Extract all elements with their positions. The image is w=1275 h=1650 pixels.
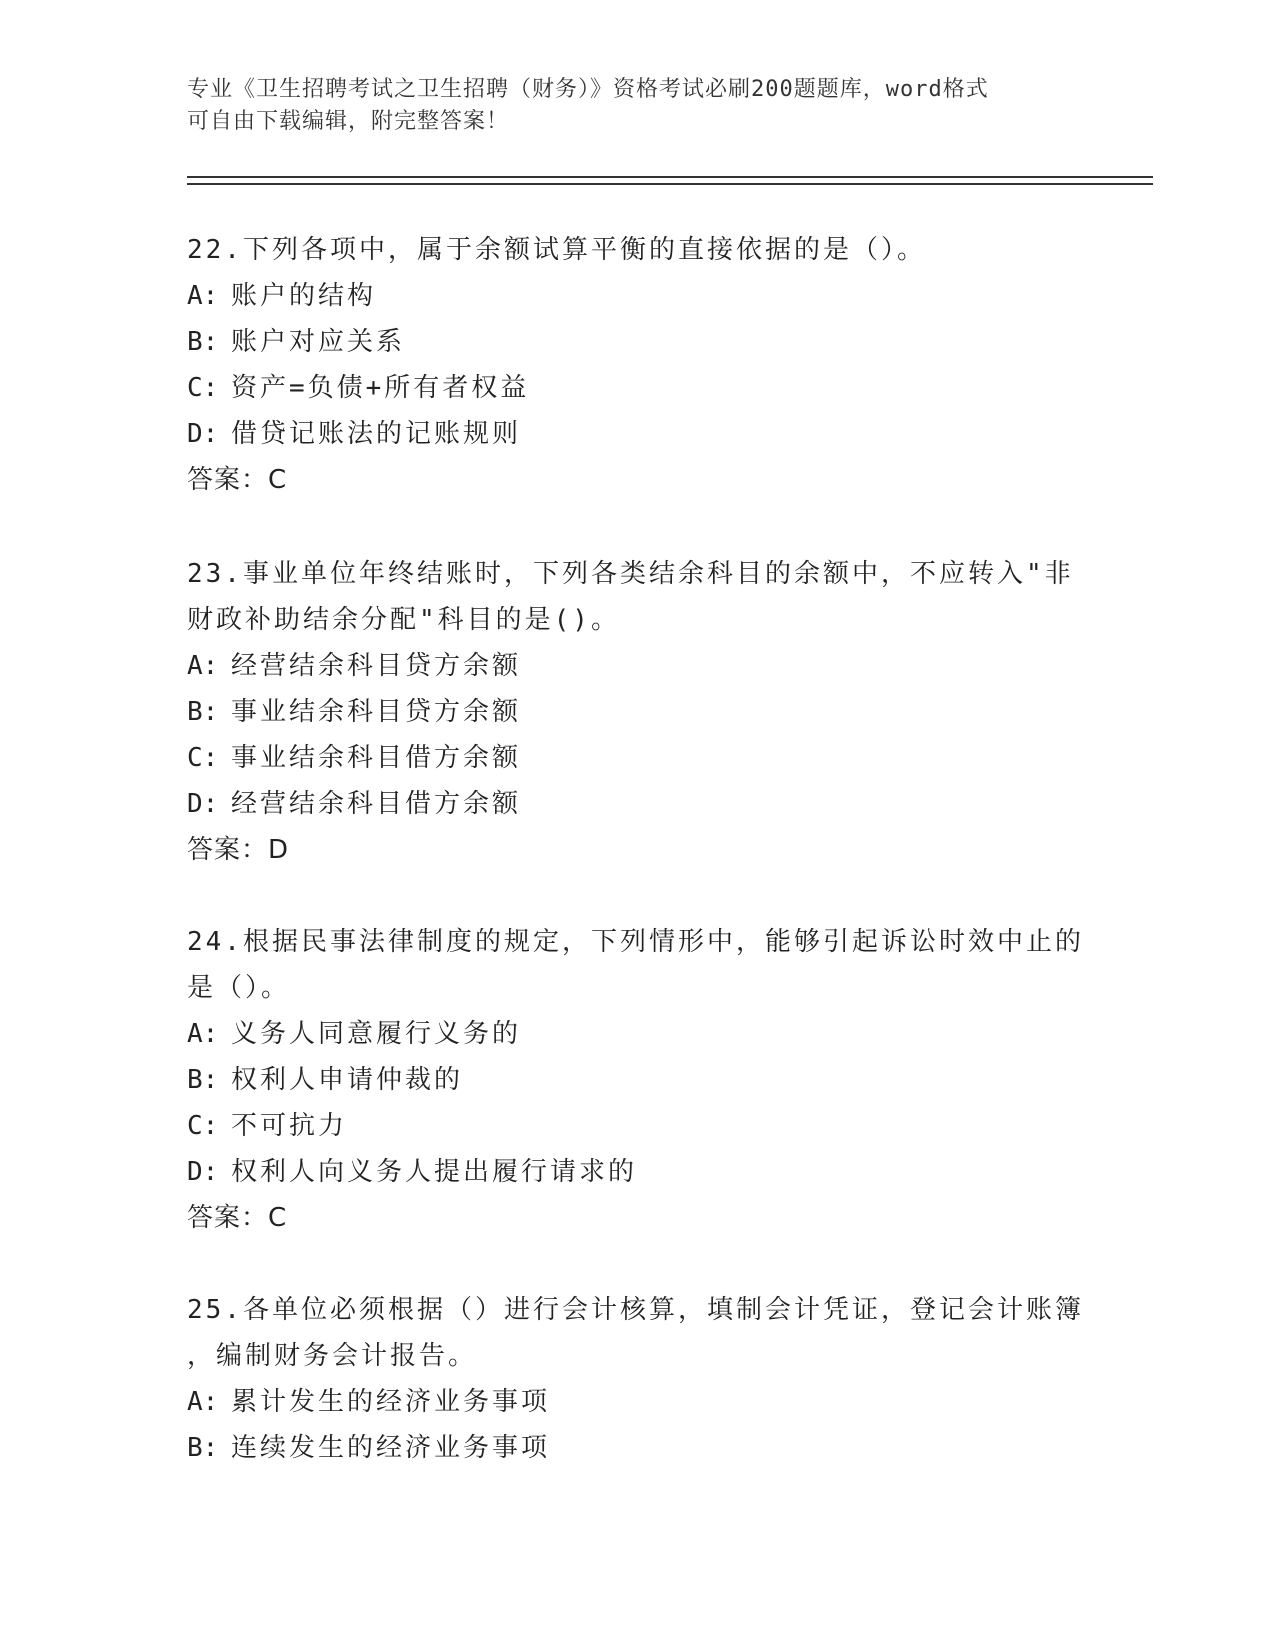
option-d: D: 借贷记账法的记账规则 — [187, 419, 522, 449]
document-header — [187, 74, 1067, 138]
option-a: A: 经营结余科目贷方余额 — [187, 651, 522, 681]
question-23 — [187, 551, 1087, 873]
option-b: B: 连续发生的经济业务事项 — [187, 1433, 551, 1463]
option-c: C: 资产=负债+所有者权益 — [187, 373, 530, 403]
header-line-1: 专业《卫生招聘考试之卫生招聘（财务）》资格考试必刷200题题库，word格式 — [187, 77, 989, 102]
question-25 — [187, 1287, 1087, 1471]
header-divider-top — [187, 176, 1153, 178]
option-a: A: 累计发生的经济业务事项 — [187, 1387, 551, 1417]
option-list — [187, 1011, 1087, 1195]
option-list — [187, 273, 1087, 457]
answer: 答案：C — [187, 1203, 288, 1233]
option-c: C: 事业结余科目借方余额 — [187, 743, 522, 773]
question-text: 25.各单位必须根据（）进行会计核算，填制会计凭证，登记会计账簿 — [187, 1295, 1084, 1325]
option-c: C: 不可抗力 — [187, 1111, 348, 1141]
question-22 — [187, 227, 1087, 503]
option-d: D: 权利人向义务人提出履行请求的 — [187, 1157, 638, 1187]
question-text: 22.下列各项中，属于余额试算平衡的直接依据的是（）。 — [187, 235, 926, 265]
option-b: B: 权利人申请仲裁的 — [187, 1065, 464, 1095]
option-b: B: 账户对应关系 — [187, 327, 406, 357]
header-divider-bottom — [187, 183, 1153, 185]
question-24 — [187, 919, 1087, 1241]
question-text-continued: ，编制财务会计报告。 — [187, 1341, 478, 1371]
question-text: 24.根据民事法律制度的规定，下列情形中，能够引起诉讼时效中止的 — [187, 927, 1084, 957]
option-b: B: 事业结余科目贷方余额 — [187, 697, 522, 727]
header-line-2: 可自由下载编辑，附完整答案！ — [187, 109, 510, 134]
option-d: D: 经营结余科目借方余额 — [187, 789, 522, 819]
option-list — [187, 1379, 1087, 1471]
option-a: A: 账户的结构 — [187, 281, 377, 311]
question-text: 23.事业单位年终结账时，下列各类结余科目的余额中，不应转入"非 — [187, 559, 1074, 589]
answer: 答案：D — [187, 835, 290, 865]
answer: 答案：C — [187, 465, 288, 495]
question-text-continued: 是（）。 — [187, 973, 291, 1003]
option-list — [187, 643, 1087, 827]
question-text-continued: 财政补助结余分配"科目的是()。 — [187, 605, 620, 635]
option-a: A: 义务人同意履行义务的 — [187, 1019, 522, 1049]
